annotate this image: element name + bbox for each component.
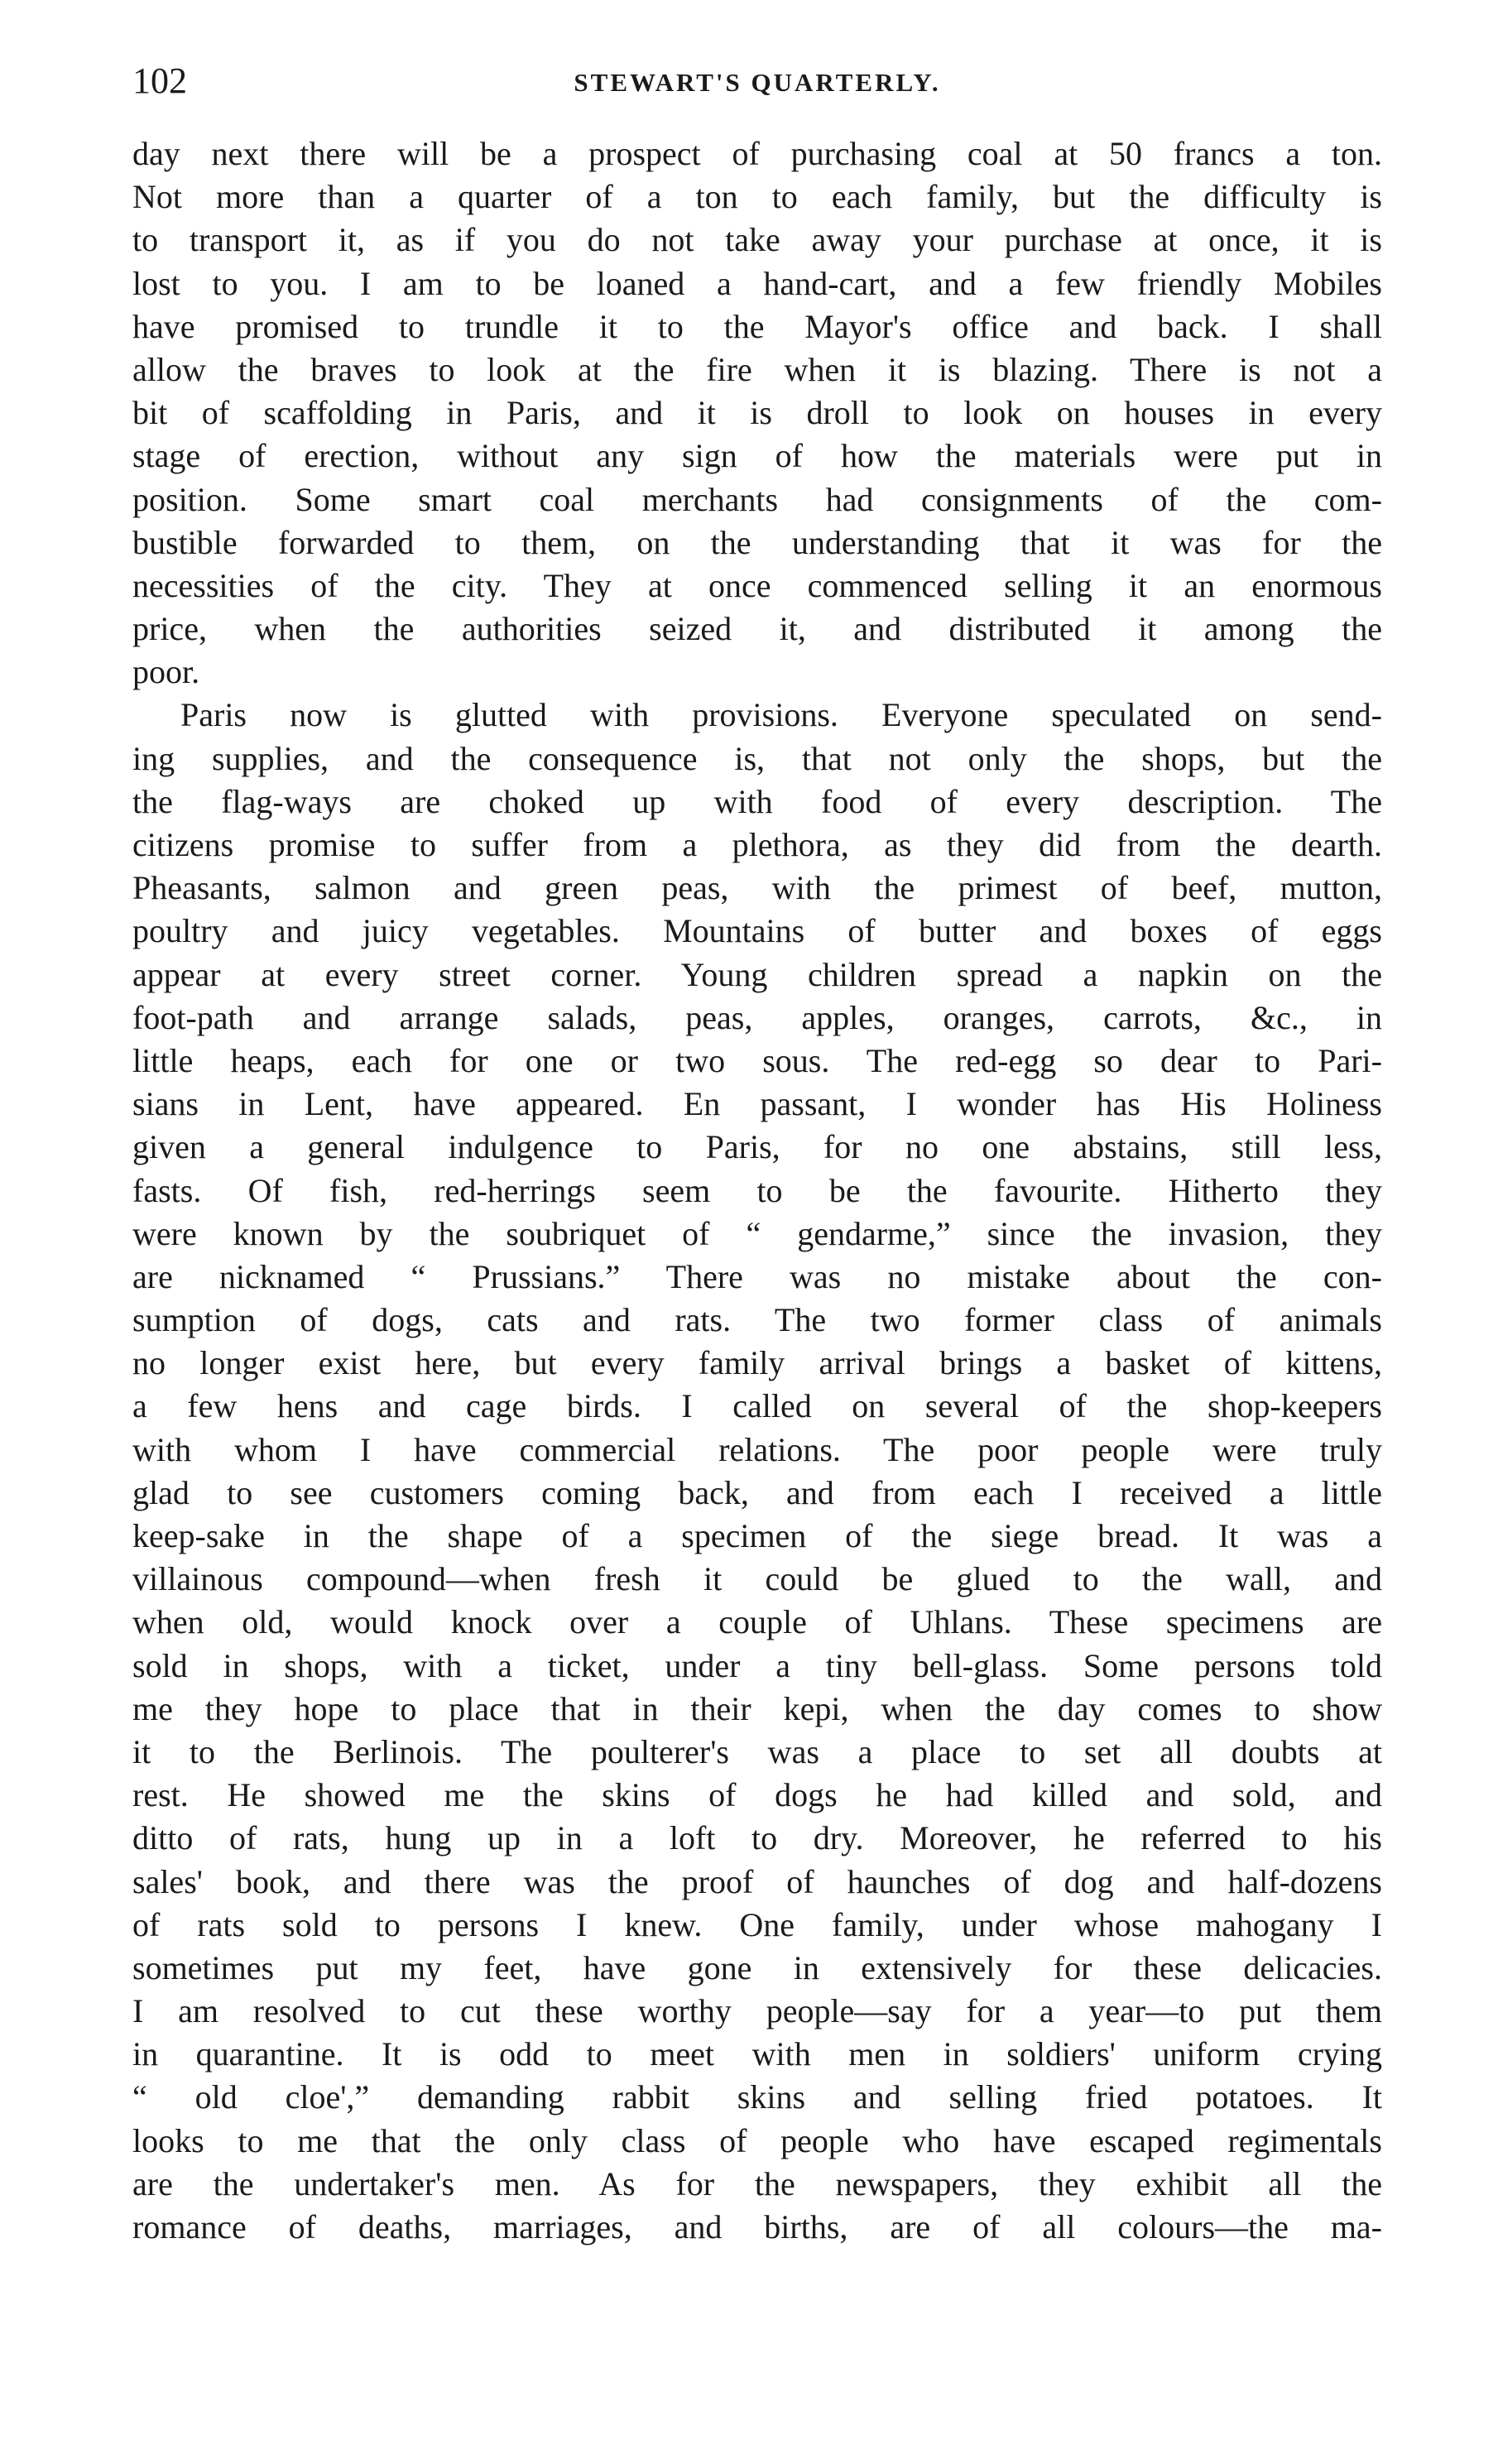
text-line: when old, would knock over a couple of Uhlans. These specimens are <box>132 1603 1382 1641</box>
page-number: 102 <box>132 60 187 101</box>
text-line: glad to see customers coming back, and from each I received a little <box>132 1473 1382 1511</box>
text-line: villainous compound—when fresh it could be glued to the wall, and <box>132 1560 1382 1598</box>
text-line: poor. <box>132 653 200 691</box>
text-line: ditto of rats, hung up in a loft to dry. Moreover, he referred to his <box>132 1819 1382 1857</box>
text-line: are nicknamed “ Prussians.” There was no mistake about the con- <box>132 1257 1382 1295</box>
text-line: price, when the authorities seized it, and distributed it among the <box>132 610 1382 648</box>
text-line: of rats sold to persons I knew. One family, under whose mahogany I <box>132 1905 1382 1943</box>
text-line: have promised to trundle it to the Mayor's office and back. I shall <box>132 307 1382 345</box>
text-line: sometimes put my feet, have gone in extensively for these delicacies. <box>132 1948 1382 1986</box>
text-line: romance of deaths, marriages, and births, are of all colours—the ma- <box>132 2208 1382 2245</box>
text-line: were known by the soubriquet of “ gendarme,” since the invasion, they <box>132 1214 1382 1252</box>
text-line: citizens promise to suffer from a plethora, as they did from the dearth. <box>132 826 1382 863</box>
text-line: the flag-ways are choked up with food of every description. The <box>132 782 1382 820</box>
text-line: it to the Berlinois. The poulterer's was a place to set all doubts at <box>132 1732 1382 1770</box>
text-line: poultry and juicy vegetables. Mountains of butter and boxes of eggs <box>132 912 1382 950</box>
text-line: to transport it, as if you do not take away your purchase at once, it is <box>132 221 1382 259</box>
text-line: foot-path and arrange salads, peas, apples, oranges, carrots, &c., in <box>132 998 1382 1036</box>
text-line: with whom I have commercial relations. The poor people were truly <box>132 1430 1382 1468</box>
running-head <box>132 56 1382 106</box>
text-line: keep-sake in the shape of a specimen of the siege bread. It was a <box>132 1517 1382 1554</box>
body-text <box>132 132 1382 2249</box>
text-line: given a general indulgence to Paris, for no one abstains, still less, <box>132 1128 1382 1166</box>
paragraph-first-line: Paris now is glutted with provisions. Everyone speculated on send- <box>180 696 1382 734</box>
text-line: sians in Lent, have appeared. En passant, I wonder has His Holiness <box>132 1085 1382 1123</box>
text-line: appear at every street corner. Young children spread a napkin on the <box>132 955 1382 993</box>
text-line: I am resolved to cut these worthy people—say for a year—to put them <box>132 1992 1382 2030</box>
text-line: position. Some smart coal merchants had consignments of the com- <box>132 480 1382 518</box>
text-line: bit of scaffolding in Paris, and it is droll to look on houses in every <box>132 394 1382 432</box>
text-line: sumption of dogs, cats and rats. The two former class of animals <box>132 1301 1382 1339</box>
text-line: Pheasants, salmon and green peas, with the primest of beef, mutton, <box>132 869 1382 907</box>
text-line: no longer exist here, but every family arrival brings a basket of kittens, <box>132 1344 1382 1382</box>
text-line: stage of erection, without any sign of how the materials were put in <box>132 437 1382 475</box>
text-line: sales' book, and there was the proof of haunches of dog and half-dozens <box>132 1862 1382 1900</box>
text-line: day next there will be a prospect of purchasing coal at 50 francs a ton. <box>132 135 1382 172</box>
text-line: allow the braves to look at the fire when it is blazing. There is not a <box>132 350 1382 388</box>
text-line: little heaps, each for one or two sous. The red-egg so dear to Pari- <box>132 1041 1382 1079</box>
text-line: rest. He showed me the skins of dogs he had killed and sold, and <box>132 1776 1382 1814</box>
text-line: me they hope to place that in their kepi, when the day comes to show <box>132 1689 1382 1727</box>
text-line: necessities of the city. They at once commenced selling it an enormous <box>132 566 1382 604</box>
text-line: in quarantine. It is odd to meet with men in soldiers' uniform crying <box>132 2035 1382 2073</box>
running-title: STEWART'S QUARTERLY. <box>574 68 941 97</box>
text-line: lost to you. I am to be loaned a hand-cart, and a few friendly Mobiles <box>132 264 1382 302</box>
text-line: ing supplies, and the consequence is, that not only the shops, but the <box>132 739 1382 777</box>
text-line: sold in shops, with a ticket, under a tiny bell-glass. Some persons told <box>132 1646 1382 1684</box>
text-line: Not more than a quarter of a ton to each family, but the difficulty is <box>132 178 1382 216</box>
text-line: bustible forwarded to them, on the understanding that it was for the <box>132 523 1382 561</box>
text-line: fasts. Of fish, red-herrings seem to be the favourite. Hitherto they <box>132 1171 1382 1209</box>
text-line: a few hens and cage birds. I called on several of the shop-keepers <box>132 1387 1382 1425</box>
text-line: are the undertaker's men. As for the newspapers, they exhibit all the <box>132 2164 1382 2202</box>
text-line: “ old cloe',” demanding rabbit skins and selling fried potatoes. It <box>132 2078 1382 2116</box>
text-line: looks to me that the only class of people who have escaped regimentals <box>132 2121 1382 2159</box>
